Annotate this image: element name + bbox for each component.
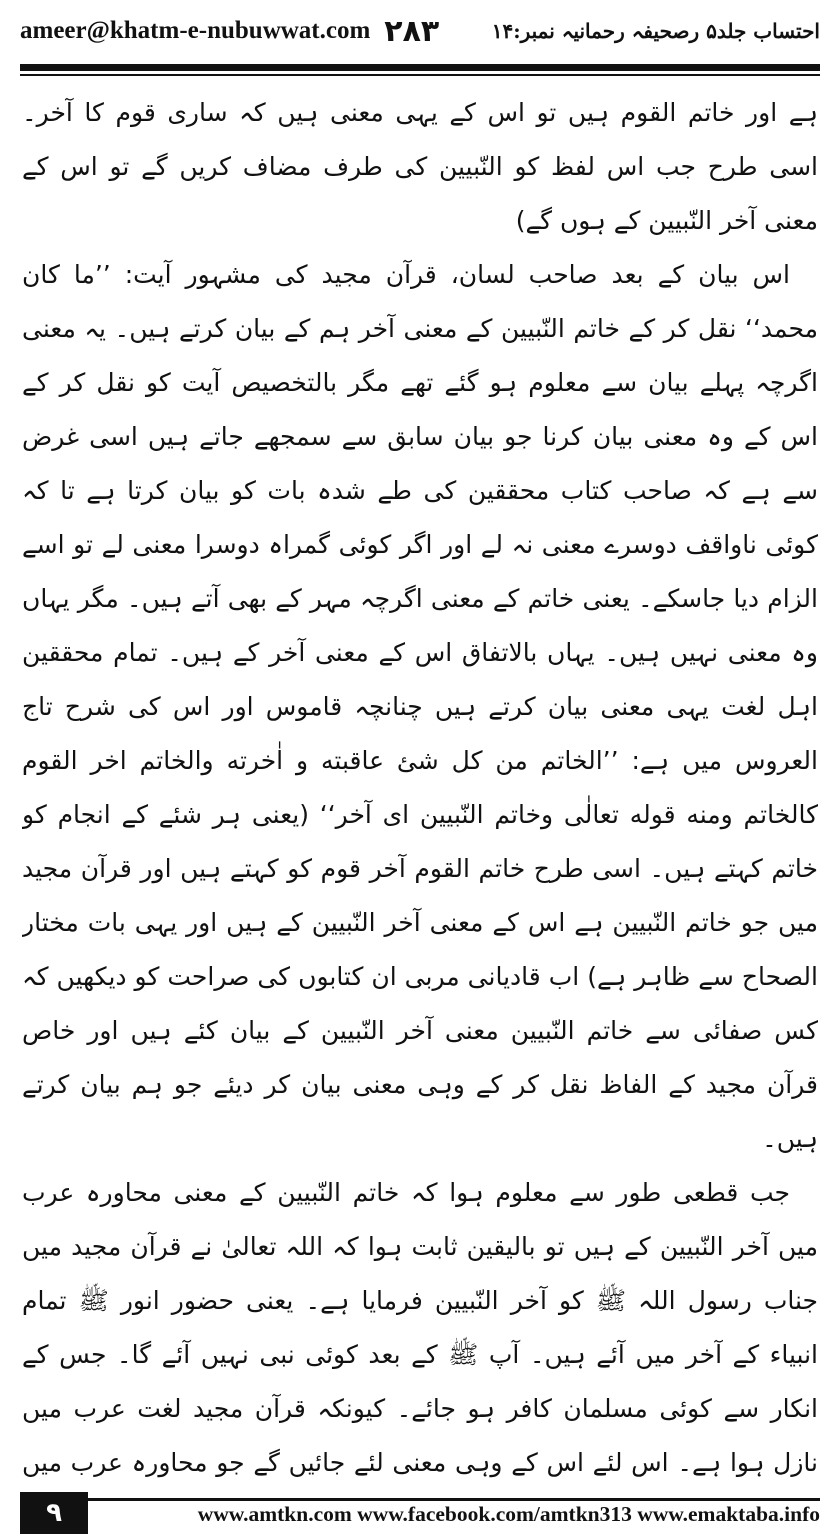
text-line: جب قطعی طور سے معلوم ہوا کہ خاتم النّبیین کے معنی محاورہ عرب میں آخر النّبیین — [22, 1178, 818, 1261]
text-line: (یعنی ہر شئے کے انجام کو خاتم کہتے ہیں۔ اسی طرح خاتم القوم آخر قوم کو کہتے ہیں اور قرآن — [22, 800, 818, 883]
text-line: مجید میں جو خاتم النّبیین ہے اس کے معنی آخر النّبیین کے ہیں اور یہی بات مختار الصحاح سے — [22, 854, 818, 991]
text-line: کے ہیں تو بالیقین ثابت ہوا کہ اللہ تعالیٰ نے قرآن مجید میں جناب رسول اللہ ﷺ کو — [22, 1232, 818, 1315]
text-line: اس بیان کے بعد صاحب لسان، قرآن مجید کی مشہور آیت: ’’ما کان محمد‘‘ — [22, 260, 818, 343]
body-line-1 — [22, 86, 818, 248]
text-line: بعد کوئی نبی نہیں آئے گا۔ جس کے انکار سے کوئی مسلمان کافر ہو جائے۔ کیونکہ قرآن مجید — [22, 1340, 818, 1423]
header-email: ameer@khatm-e-nubuwwat.com — [20, 17, 371, 44]
text-line: جاسکے۔ یعنی خاتم کے معنی اگرچہ مہر کے بھی آتے ہیں۔ مگر یہاں وہ معنی نہیں ہیں۔ یہاں — [22, 584, 818, 667]
text-line: النّبیین کی طرف مضاف کریں گے تو اس کے معنی آخر النّبیین کے ہوں گے) — [22, 152, 818, 235]
body-paragraph-2 — [22, 248, 818, 1166]
text-line: والخاتم اخر القوم کالخاتم ومنه قوله تعالٰی وخاتم النّبیین ای آخر‘‘ — [22, 746, 818, 829]
header-left-group — [20, 14, 439, 49]
text-line: تا کہ کوئی ناواقف دوسرے معنی نہ لے اور اگر کوئی گمراہ دوسرا معنی لے تو اسے الزام دیا — [22, 476, 818, 613]
text-line: نقل کر کے خاتم النّبیین کے معنی آخر ہم کے بیان کرتے ہیں۔ یہ معنی اگرچہ پہلے بیان سے — [22, 314, 818, 397]
text-line: معلوم ہو گئے تھے مگر بالتخصیص آیت کو نقل کر کے اس کے وہ معنی بیان کرنا جو بیان سابق سے — [22, 368, 818, 451]
footer-links[interactable]: www.amtkn.com www.facebook.com/amtkn313 www.emaktaba.info — [197, 1502, 820, 1526]
body-paragraph-3 — [22, 1166, 818, 1486]
footer-number: ۹ — [46, 1498, 62, 1528]
text-line: ظاہر ہے) اب قادیانی مربی ان کتابوں کی صراحت کو دیکھیں کہ کس صفائی سے خاتم النّبیین — [22, 962, 818, 1045]
header-rule-thick — [20, 64, 820, 71]
text-line: قاموس اور اس کی شرح تاج العروس میں ہے: ’’الخاتم من کل شئ عاقبته و اٰخرته — [22, 692, 818, 775]
text-line: دیئے جو ہم بیان کرتے ہیں۔ — [22, 1070, 818, 1153]
text-line: ہے اور خاتم القوم ہیں تو اس کے یہی معنی ہیں کہ ساری قوم کا آخر۔ اسی طرح جب اس لفظ کو — [22, 98, 818, 181]
text-line: معنی آخر النّبیین کے بیان کئے ہیں اور خاص قرآن مجید کے الفاظ نقل کر کے وہی معنی بیان کر — [22, 1016, 818, 1099]
footer-number-box — [20, 1492, 88, 1534]
text-line: آخر النّبیین فرمایا ہے۔ یعنی حضور انور ﷺ تمام انبیاء کے آخر میں آئے ہیں۔ آپ ﷺ کے — [22, 1286, 818, 1369]
page-number: ۲۸۳ — [384, 13, 440, 49]
text-line: سمجھے جاتے ہیں اسی غرض سے ہے کہ صاحب کتاب محققین کی طے شدہ بات کو بیان کرتا ہے — [22, 422, 818, 505]
book-title: احتساب جلد۵ رصحیفہ رحمانیہ نمبر:۱۴ — [491, 19, 820, 43]
header-rule-thin — [20, 74, 820, 76]
page-body — [22, 86, 818, 1486]
footer-rule — [88, 1498, 820, 1501]
page-footer — [20, 1492, 820, 1534]
text-line: لغت عرب میں نازل ہوا ہے۔ اس لئے اس کے وہی معنی لئے جائیں گے جو محاورہ عرب میں — [22, 1394, 818, 1477]
page-header — [20, 0, 820, 62]
text-line: بالاتفاق اس کے معنی آخر کے ہیں۔ تمام محققین اہل لغت یہی معنی بیان کرتے ہیں چنانچہ — [22, 638, 818, 721]
